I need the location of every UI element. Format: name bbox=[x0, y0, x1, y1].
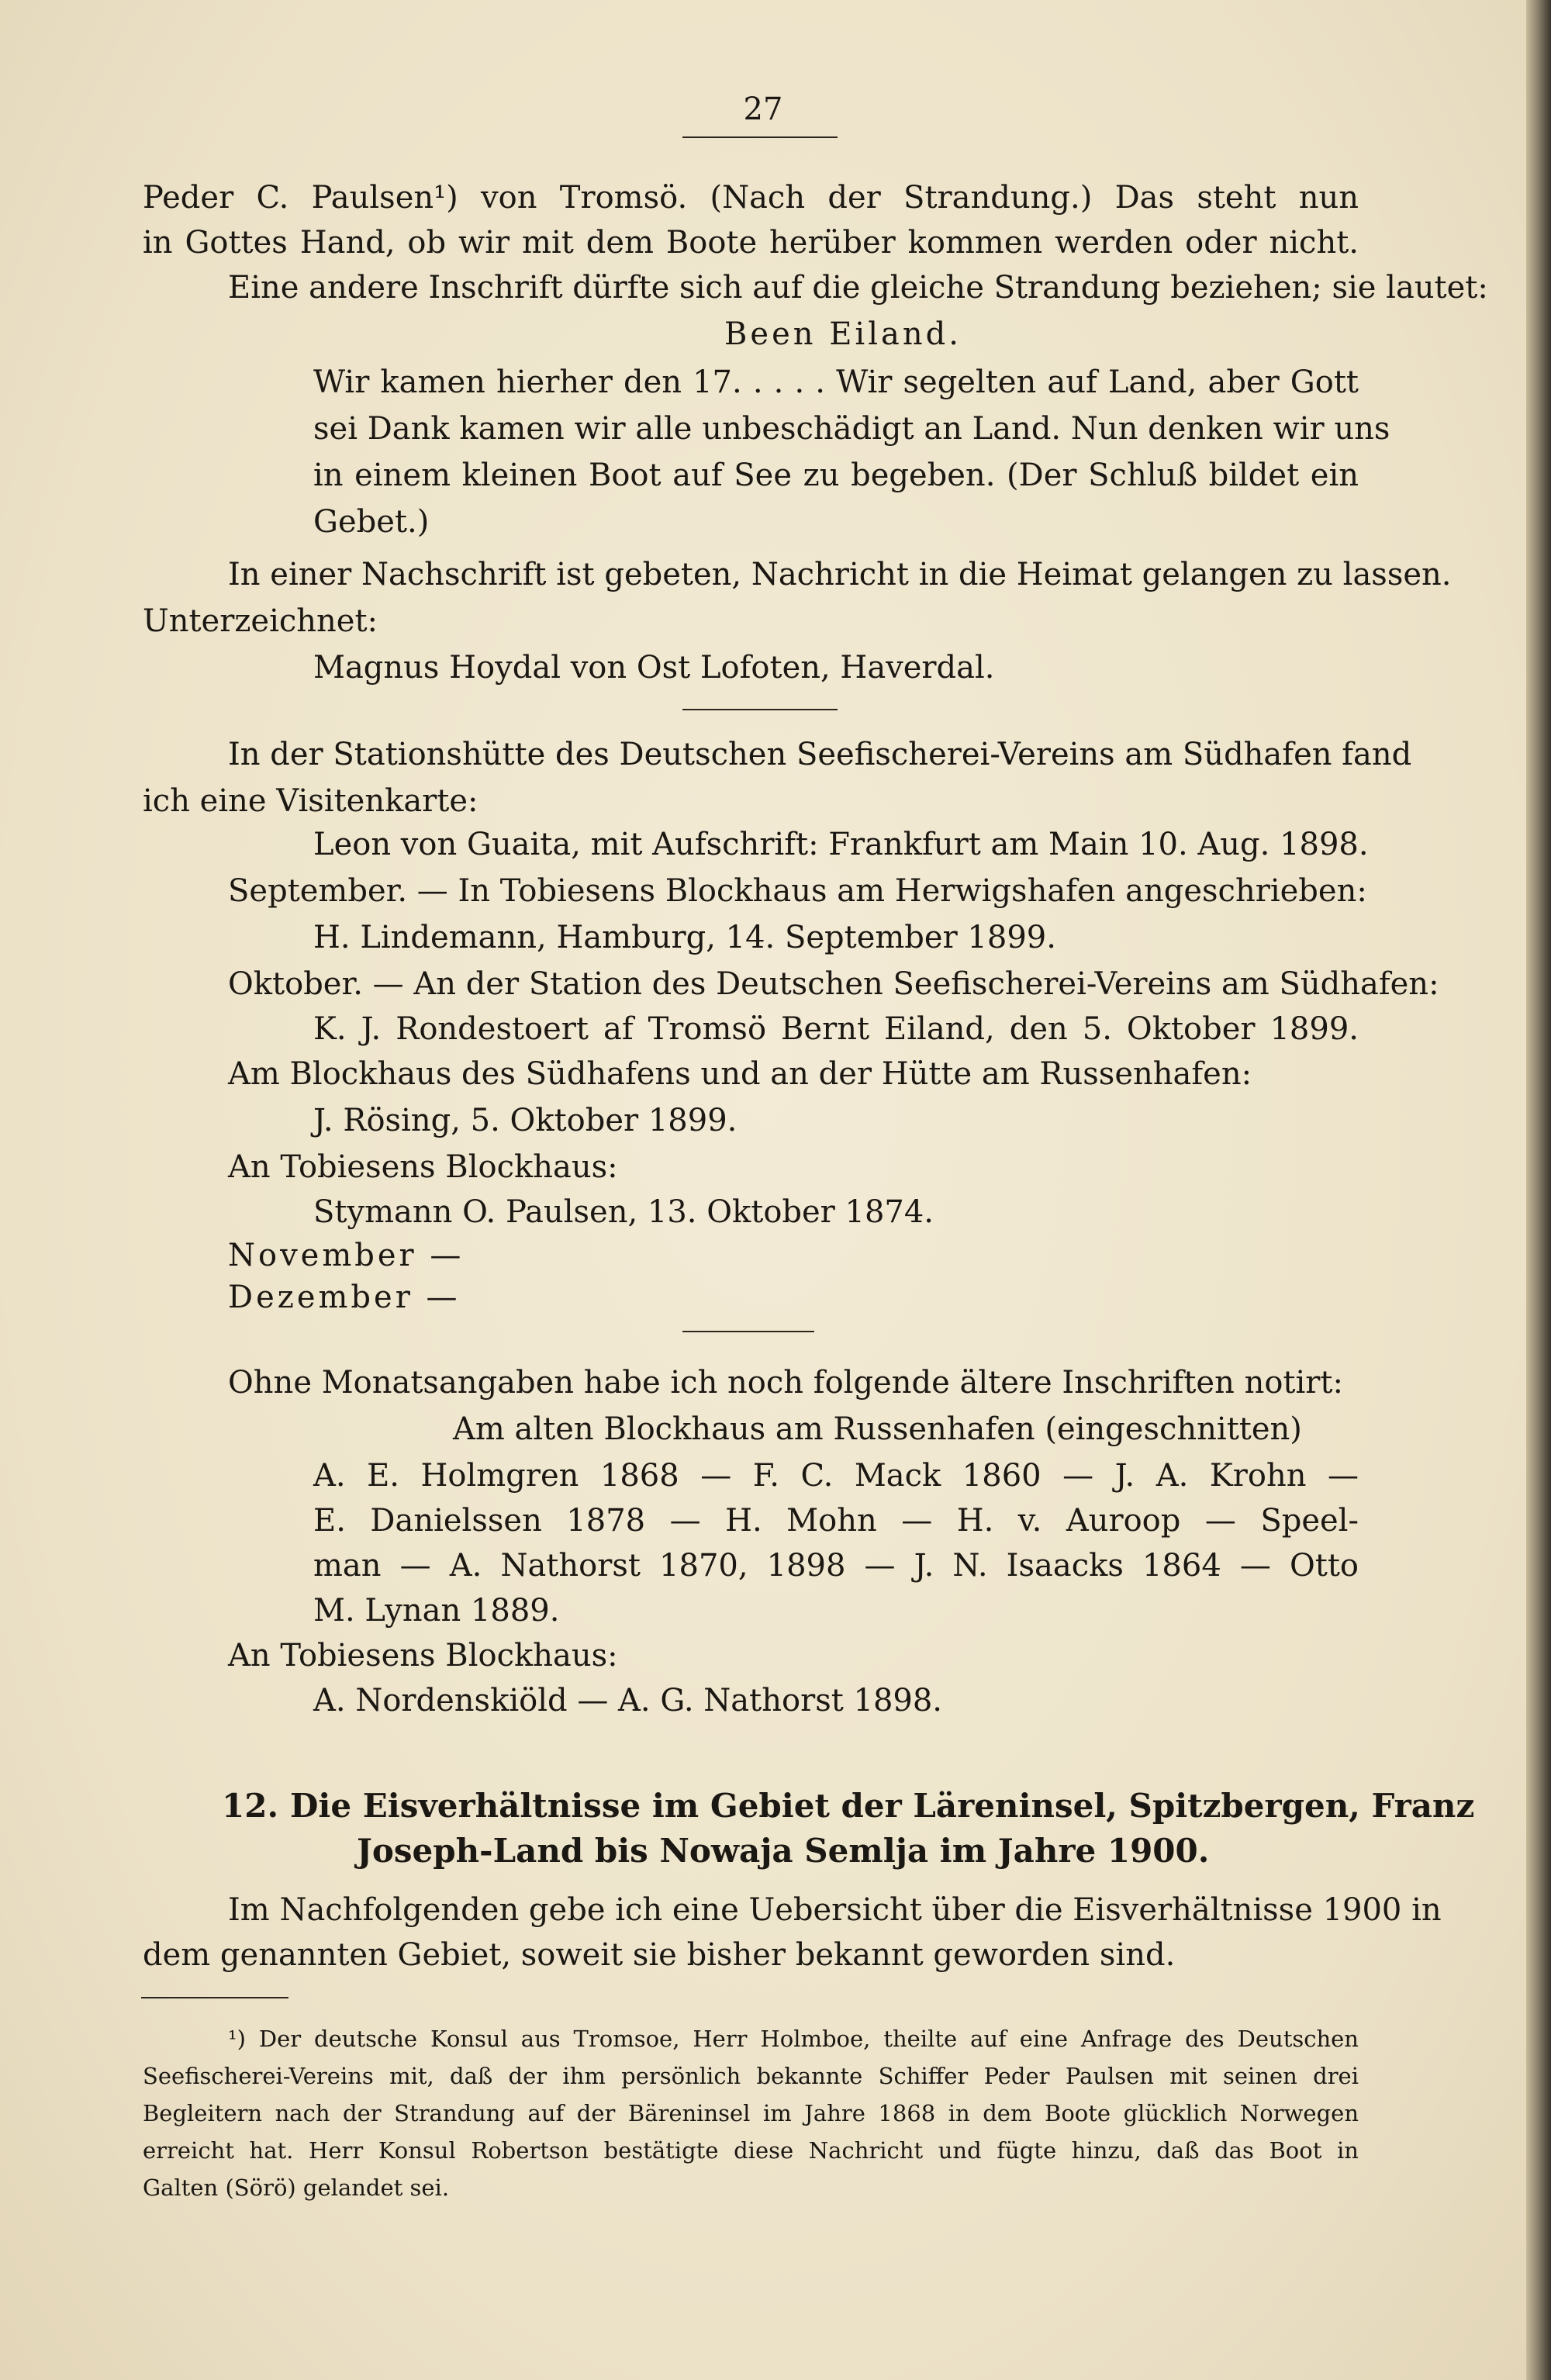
text-line: E. Danielssen 1878 — H. Mohn — H. v. Auroop — Speel- bbox=[313, 1503, 1359, 1539]
section-rule bbox=[682, 1331, 814, 1332]
text-line: Im Nachfolgenden gebe ich eine Uebersicht über die Eisverhältnisse 1900 in bbox=[228, 1892, 1442, 1928]
section-rule bbox=[682, 709, 838, 710]
footnote-line: Galten (Sörö) gelandet sei. bbox=[143, 2174, 450, 2201]
text-line: Magnus Hoydal von Ost Lofoten, Haverdal. bbox=[313, 650, 995, 686]
text-line: Am Blockhaus des Südhafens und an der Hütte am Russenhafen: bbox=[228, 1056, 1252, 1092]
text-line: Eine andere Inschrift dürfte sich auf die gleiche Strandung beziehen; sie lautet: bbox=[228, 270, 1488, 306]
text-line: Leon von Guaita, mit Aufschrift: Frankfurt am Main 10. Aug. 1898. bbox=[313, 827, 1369, 862]
text-line: Been Eiland. bbox=[724, 316, 962, 352]
text-line: H. Lindemann, Hamburg, 14. September 1899. bbox=[313, 920, 1056, 955]
header-rule bbox=[682, 136, 838, 138]
page-edge-shadow bbox=[1526, 0, 1551, 2380]
footnote-line: ¹) Der deutsche Konsul aus Tromsoe, Herr Holmboe, theilte auf eine Anfrage des Deutschen bbox=[228, 2026, 1359, 2052]
text-line: ich eine Visitenkarte: bbox=[143, 783, 478, 819]
text-line: Peder C. Paulsen¹) von Tromsö. (Nach der Strandung.) Das steht nun bbox=[143, 180, 1359, 216]
text-line: In der Stationshütte des Deutschen Seefischerei-Vereins am Südhafen fand bbox=[228, 737, 1412, 772]
footnote-rule bbox=[141, 1997, 288, 1998]
footnote-line: erreicht hat. Herr Konsul Robertson bestätigte diese Nachricht und fügte hinzu, daß das Boot in bbox=[143, 2137, 1359, 2164]
text-line: Gebet.) bbox=[313, 504, 430, 540]
text-line: Stymann O. Paulsen, 13. Oktober 1874. bbox=[313, 1194, 934, 1230]
text-line: In einer Nachschrift ist gebeten, Nachricht in die Heimat gelangen zu lassen. bbox=[228, 557, 1452, 592]
text-line: A. Nordenskiöld — A. G. Nathorst 1898. bbox=[313, 1683, 943, 1719]
section-heading: Joseph-Land bis Nowaja Semlja im Jahre 1900. bbox=[357, 1832, 1210, 1870]
page-number: 27 bbox=[743, 92, 783, 127]
text-line: September. — In Tobiesens Blockhaus am Herwigshafen angeschrieben: bbox=[228, 873, 1367, 909]
text-line: sei Dank kamen wir alle unbeschädigt an Land. Nun denken wir uns bbox=[313, 411, 1390, 447]
text-line: An Tobiesens Blockhaus: bbox=[228, 1149, 618, 1185]
text-line: Unterzeichnet: bbox=[143, 603, 378, 639]
text-line: A. E. Holmgren 1868 — F. C. Mack 1860 — J. A. Krohn — bbox=[313, 1458, 1359, 1494]
text-line: Ohne Monatsangaben habe ich noch folgende ältere Inschriften notirt: bbox=[228, 1365, 1343, 1401]
text-line: Am alten Blockhaus am Russenhafen (eingeschnitten) bbox=[453, 1411, 1302, 1447]
text-line: M. Lynan 1889. bbox=[313, 1593, 560, 1629]
section-heading: Die Eisverhältnisse im Gebiet der Läreninsel, Spitzbergen, Franz bbox=[290, 1787, 1475, 1825]
text-line: in Gottes Hand, ob wir mit dem Boote herüber kommen werden oder nicht. bbox=[143, 225, 1359, 261]
text-line: An Tobiesens Blockhaus: bbox=[228, 1638, 618, 1674]
text-line: Wir kamen hierher den 17. . . . . Wir segelten auf Land, aber Gott bbox=[313, 364, 1359, 400]
section-number: 12. bbox=[222, 1787, 279, 1825]
text-line: Oktober. — An der Station des Deutschen Seefischerei-Vereins am Südhafen: bbox=[228, 966, 1439, 1002]
text-line: dem genannten Gebiet, soweit sie bisher bekannt geworden sind. bbox=[143, 1937, 1176, 1973]
footnote-line: Seefischerei-Vereins mit, daß der ihm persönlich bekannte Schiffer Peder Paulsen mit seinen drei bbox=[143, 2063, 1359, 2089]
text-line: J. Rösing, 5. Oktober 1899. bbox=[313, 1103, 738, 1138]
text-line: November — bbox=[228, 1238, 465, 1273]
text-line: in einem kleinen Boot auf See zu begeben. (Der Schluß bildet ein bbox=[313, 458, 1359, 493]
text-line: Dezember — bbox=[228, 1280, 461, 1315]
text-line: K. J. Rondestoert af Tromsö Bernt Eiland, den 5. Oktober 1899. bbox=[313, 1011, 1359, 1047]
footnote-line: Begleitern nach der Strandung auf der Bäreninsel im Jahre 1868 in dem Boote glücklich Norwegen bbox=[143, 2100, 1359, 2126]
text-line: man — A. Nathorst 1870, 1898 — J. N. Isaacks 1864 — Otto bbox=[313, 1548, 1359, 1584]
